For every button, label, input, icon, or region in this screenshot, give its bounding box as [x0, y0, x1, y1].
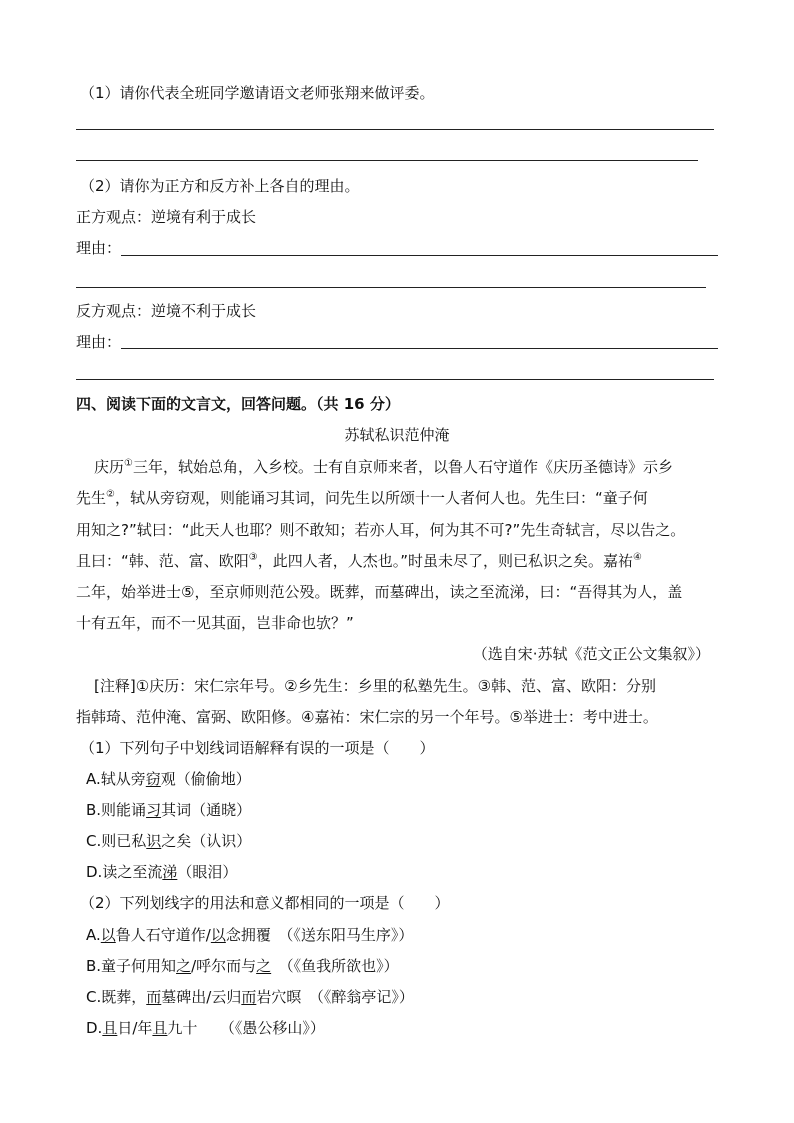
q1-option-d: D.读之至流涕（眼泪） — [86, 863, 238, 881]
passage-line: 先生②，轼从旁窃观，则能诵习其词，问先生以所颂十一人者何人也。先生曰：“童子何 — [76, 489, 648, 507]
pro-viewpoint: 正方观点：逆境有利于成长 — [76, 208, 257, 226]
q3-part1-prompt: （1）请你代表全班同学邀请语文老师张翔来做评委。 — [80, 84, 435, 102]
passage-line: 二年，始举进士⑤，至京师则范公殁。既葬，而墓碑出，读之至流涕，曰：“吾得其为人，盖 — [76, 583, 683, 601]
q2-option-d: D.且日/年且九十 （《愚公移山》） — [86, 1019, 325, 1037]
q1-option-a: A.轼从旁窃观（偷偷地） — [86, 770, 251, 788]
pro-reason-label: 理由： — [76, 239, 122, 257]
annotation-line: [注释]①庆历：宋仁宗年号。②乡先生：乡里的私塾先生。③韩、范、富、欧阳：分别 — [94, 677, 657, 695]
answer-line — [76, 129, 714, 130]
q2-option-b: B.童子何用知之/呼尔而与之 （《鱼我所欲也》） — [86, 957, 399, 975]
question-2-stem: （2）下列划线字的用法和意义都相同的一项是（ ） — [80, 894, 450, 912]
passage-line: 用知之?”轼曰：“此天人也耶？则不敢知；若亦人耳，何为其不可?”先生奇轼言，尽以告之。 — [76, 521, 686, 539]
q2-option-a: A.以鲁人石守道作/以念拥覆 （《送东阳马生序》） — [86, 926, 414, 944]
answer-line — [76, 287, 706, 288]
question-1-stem: （1）下列句子中划线词语解释有误的一项是（ ） — [80, 739, 435, 757]
con-reason-label: 理由： — [76, 333, 122, 351]
con-viewpoint: 反方观点：逆境不利于成长 — [76, 302, 257, 320]
passage-title: 苏轼私识范仲淹 — [344, 426, 450, 444]
q2-option-c: C.既葬，而墓碑出/云归而岩穴暝 （《醉翁亭记》） — [86, 988, 414, 1006]
passage-source: （选自宋·苏轼《范文正公文集叙》） — [472, 645, 710, 663]
q1-option-b: B.则能诵习其词（通晓） — [86, 801, 252, 819]
answer-line — [121, 348, 718, 349]
passage-line: 庆历①三年，轼始总角，入乡校。士有自京师来者，以鲁人石守道作《庆历圣德诗》示乡 — [94, 458, 673, 476]
section-heading: 四、阅读下面的文言文，回答问题。（共 16 分） — [76, 395, 400, 413]
answer-line — [76, 160, 698, 161]
answer-line — [76, 379, 714, 380]
answer-line — [121, 255, 718, 256]
annotation-line: 指韩琦、范仲淹、富弼、欧阳修。④嘉祐：宋仁宗的另一个年号。⑤举进士：考中进士。 — [76, 708, 658, 726]
passage-line: 且曰：“韩、范、富、欧阳③，此四人者，人杰也。”时虽未尽了，则已私识之矣。嘉祐④ — [76, 552, 642, 570]
q3-part2-prompt: （2）请你为正方和反方补上各自的理由。 — [80, 177, 360, 195]
q1-option-c: C.则已私识之矣（认识） — [86, 832, 252, 850]
passage-line: 十有五年，而不一见其面，岂非命也欤？” — [76, 614, 354, 632]
